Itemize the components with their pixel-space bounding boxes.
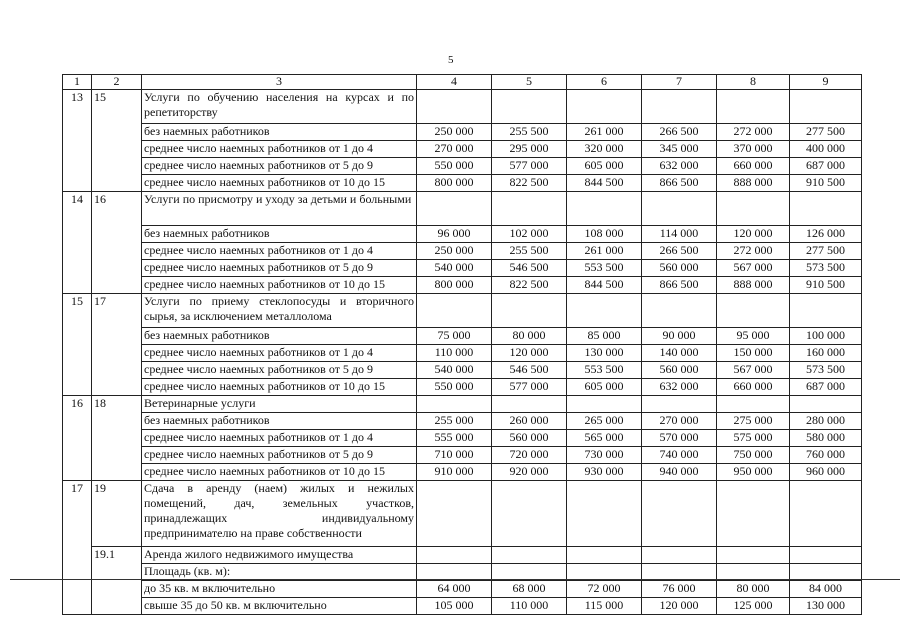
value-cell: 660 000 [717, 158, 790, 175]
value-cell: 84 000 [790, 581, 862, 598]
value-cell: 120 000 [642, 598, 717, 615]
value-cell: 126 000 [790, 226, 862, 243]
service-title: Услуги по присмотру и уходу за детьми и больными [142, 192, 417, 226]
value-cell: 68 000 [492, 581, 567, 598]
empty-cell [790, 192, 862, 226]
value-cell: 120 000 [717, 226, 790, 243]
row-label: среднее число наемных работников от 10 до 15 [142, 464, 417, 481]
value-cell: 888 000 [717, 175, 790, 192]
row-label: среднее число наемных работников от 5 до 9 [142, 158, 417, 175]
service-code: 16 [92, 192, 142, 294]
empty-cell [717, 396, 790, 413]
empty-cell [717, 294, 790, 328]
empty-cell [492, 396, 567, 413]
empty-cell [642, 481, 717, 547]
value-cell: 255 500 [492, 124, 567, 141]
row-label: среднее число наемных работников от 1 до 4 [142, 430, 417, 447]
value-cell: 580 000 [790, 430, 862, 447]
empty-cell [717, 564, 790, 581]
value-cell: 560 000 [492, 430, 567, 447]
value-cell: 115 000 [567, 598, 642, 615]
empty-cell [717, 547, 790, 564]
empty-cell [492, 294, 567, 328]
table-row [63, 243, 862, 260]
value-cell: 96 000 [417, 226, 492, 243]
value-cell: 250 000 [417, 124, 492, 141]
value-cell: 265 000 [567, 413, 642, 430]
table-row [63, 328, 862, 345]
value-cell: 910 500 [790, 175, 862, 192]
value-cell: 920 000 [492, 464, 567, 481]
value-cell: 565 000 [567, 430, 642, 447]
value-cell: 822 500 [492, 175, 567, 192]
column-header: 3 [142, 75, 417, 90]
value-cell: 605 000 [567, 158, 642, 175]
subsection-code: 19.1 [92, 547, 142, 615]
value-cell: 910 500 [790, 277, 862, 294]
service-title: Услуги по обучению населения на курсах и по репетиторству [142, 90, 417, 124]
value-cell: 573 500 [790, 362, 862, 379]
empty-cell [642, 547, 717, 564]
value-cell: 632 000 [642, 158, 717, 175]
value-cell: 632 000 [642, 379, 717, 396]
empty-cell [567, 396, 642, 413]
section-title-row [63, 90, 862, 124]
value-cell: 740 000 [642, 447, 717, 464]
value-cell: 105 000 [417, 598, 492, 615]
value-cell: 266 500 [642, 124, 717, 141]
value-cell: 930 000 [567, 464, 642, 481]
service-code: 19 [92, 481, 142, 547]
value-cell: 270 000 [642, 413, 717, 430]
value-cell: 76 000 [642, 581, 717, 598]
row-number: 15 [63, 294, 92, 396]
empty-cell [642, 396, 717, 413]
table-row [63, 447, 862, 464]
value-cell: 275 000 [717, 413, 790, 430]
value-cell: 750 000 [717, 447, 790, 464]
empty-cell [790, 481, 862, 547]
section-title-row [63, 192, 862, 226]
row-label: свыше 35 до 50 кв. м включительно [142, 598, 417, 615]
table-row [63, 430, 862, 447]
value-cell: 560 000 [642, 260, 717, 277]
value-cell: 110 000 [492, 598, 567, 615]
service-title: Услуги по приему стеклопосуды и вторичного сырья, за исключением металлолома [142, 294, 417, 328]
value-cell: 760 000 [790, 447, 862, 464]
value-cell: 550 000 [417, 158, 492, 175]
value-cell: 605 000 [567, 379, 642, 396]
value-cell: 110 000 [417, 345, 492, 362]
empty-cell [492, 547, 567, 564]
value-cell: 844 500 [567, 277, 642, 294]
table-row [63, 260, 862, 277]
area-label-row [63, 564, 862, 581]
value-cell: 95 000 [717, 328, 790, 345]
row-label: среднее число наемных работников от 1 до 4 [142, 243, 417, 260]
value-cell: 550 000 [417, 379, 492, 396]
empty-cell [790, 396, 862, 413]
table-row [63, 277, 862, 294]
empty-cell [717, 481, 790, 547]
value-cell: 270 000 [417, 141, 492, 158]
empty-cell [642, 564, 717, 581]
value-cell: 546 500 [492, 260, 567, 277]
row-label: среднее число наемных работников от 5 до 9 [142, 260, 417, 277]
value-cell: 560 000 [642, 362, 717, 379]
value-cell: 866 500 [642, 277, 717, 294]
empty-cell [567, 547, 642, 564]
value-cell: 75 000 [417, 328, 492, 345]
value-cell: 120 000 [492, 345, 567, 362]
empty-cell [417, 192, 492, 226]
value-cell: 80 000 [717, 581, 790, 598]
value-cell: 277 500 [790, 124, 862, 141]
column-header: 1 [63, 75, 92, 90]
area-label: Площадь (кв. м): [142, 564, 417, 581]
empty-cell [492, 564, 567, 581]
overlay-line [10, 579, 900, 580]
row-number: 16 [63, 396, 92, 481]
value-cell: 567 000 [717, 260, 790, 277]
column-header: 6 [567, 75, 642, 90]
empty-cell [417, 481, 492, 547]
value-cell: 910 000 [417, 464, 492, 481]
value-cell: 400 000 [790, 141, 862, 158]
row-label: среднее число наемных работников от 5 до 9 [142, 447, 417, 464]
value-cell: 102 000 [492, 226, 567, 243]
column-header: 5 [492, 75, 567, 90]
service-code: 17 [92, 294, 142, 396]
section-title-row [63, 396, 862, 413]
row-label: среднее число наемных работников от 10 до 15 [142, 175, 417, 192]
empty-cell [567, 192, 642, 226]
value-cell: 266 500 [642, 243, 717, 260]
value-cell: 370 000 [717, 141, 790, 158]
table-row [63, 598, 862, 615]
value-cell: 687 000 [790, 158, 862, 175]
empty-cell [717, 90, 790, 124]
service-code: 15 [92, 90, 142, 192]
value-cell: 546 500 [492, 362, 567, 379]
value-cell: 90 000 [642, 328, 717, 345]
empty-cell [642, 192, 717, 226]
table-row [63, 226, 862, 243]
value-cell: 140 000 [642, 345, 717, 362]
empty-cell [567, 294, 642, 328]
value-cell: 261 000 [567, 243, 642, 260]
value-cell: 888 000 [717, 277, 790, 294]
empty-cell [492, 90, 567, 124]
value-cell: 950 000 [717, 464, 790, 481]
row-label: до 35 кв. м включительно [142, 581, 417, 598]
value-cell: 960 000 [790, 464, 862, 481]
value-cell: 277 500 [790, 243, 862, 260]
empty-cell [417, 547, 492, 564]
value-cell: 710 000 [417, 447, 492, 464]
subsection-row [63, 547, 862, 564]
column-header: 2 [92, 75, 142, 90]
table-row [63, 379, 862, 396]
row-label: среднее число наемных работников от 1 до 4 [142, 141, 417, 158]
value-cell: 130 000 [567, 345, 642, 362]
value-cell: 260 000 [492, 413, 567, 430]
value-cell: 567 000 [717, 362, 790, 379]
service-code: 18 [92, 396, 142, 481]
value-cell: 866 500 [642, 175, 717, 192]
table-row [63, 158, 862, 175]
value-cell: 130 000 [790, 598, 862, 615]
section-title-row [63, 481, 862, 547]
value-cell: 555 000 [417, 430, 492, 447]
value-cell: 553 500 [567, 260, 642, 277]
value-cell: 85 000 [567, 328, 642, 345]
empty-cell [417, 90, 492, 124]
value-cell: 100 000 [790, 328, 862, 345]
value-cell: 660 000 [717, 379, 790, 396]
empty-cell [790, 90, 862, 124]
value-cell: 160 000 [790, 345, 862, 362]
value-cell: 940 000 [642, 464, 717, 481]
row-label: без наемных работников [142, 226, 417, 243]
table-row [63, 175, 862, 192]
page-number: 5 [448, 54, 454, 66]
value-cell: 255 500 [492, 243, 567, 260]
value-cell: 730 000 [567, 447, 642, 464]
value-cell: 687 000 [790, 379, 862, 396]
column-header: 4 [417, 75, 492, 90]
empty-cell [567, 90, 642, 124]
tariff-table [62, 74, 862, 615]
header-row [63, 75, 862, 90]
empty-cell [790, 547, 862, 564]
value-cell: 272 000 [717, 124, 790, 141]
section-title-row [63, 294, 862, 328]
row-number: 17 [63, 481, 92, 615]
empty-cell [492, 192, 567, 226]
value-cell: 295 000 [492, 141, 567, 158]
row-label: без наемных работников [142, 328, 417, 345]
row-number: 13 [63, 90, 92, 192]
row-label: среднее число наемных работников от 5 до 9 [142, 362, 417, 379]
value-cell: 540 000 [417, 362, 492, 379]
empty-cell [642, 294, 717, 328]
value-cell: 553 500 [567, 362, 642, 379]
value-cell: 150 000 [717, 345, 790, 362]
value-cell: 114 000 [642, 226, 717, 243]
empty-cell [567, 481, 642, 547]
empty-cell [417, 294, 492, 328]
empty-cell [642, 90, 717, 124]
table-row [63, 362, 862, 379]
table-row [63, 141, 862, 158]
value-cell: 108 000 [567, 226, 642, 243]
value-cell: 570 000 [642, 430, 717, 447]
value-cell: 844 500 [567, 175, 642, 192]
value-cell: 800 000 [417, 277, 492, 294]
value-cell: 577 000 [492, 158, 567, 175]
value-cell: 250 000 [417, 243, 492, 260]
value-cell: 345 000 [642, 141, 717, 158]
column-header: 7 [642, 75, 717, 90]
value-cell: 80 000 [492, 328, 567, 345]
value-cell: 720 000 [492, 447, 567, 464]
service-title: Сдача в аренду (наем) жилых и нежилых помещений, дач, земельных участков, принадлежащих индивидуальному предпринимателю на праве собственности [142, 481, 417, 547]
row-label: без наемных работников [142, 124, 417, 141]
value-cell: 280 000 [790, 413, 862, 430]
value-cell: 320 000 [567, 141, 642, 158]
value-cell: 800 000 [417, 175, 492, 192]
value-cell: 540 000 [417, 260, 492, 277]
empty-cell [717, 192, 790, 226]
empty-cell [790, 564, 862, 581]
subsection-title: Аренда жилого недвижимого имущества [142, 547, 417, 564]
value-cell: 261 000 [567, 124, 642, 141]
row-label: среднее число наемных работников от 10 до 15 [142, 277, 417, 294]
empty-cell [790, 294, 862, 328]
value-cell: 822 500 [492, 277, 567, 294]
table-row [63, 581, 862, 598]
table-row [63, 124, 862, 141]
row-label: среднее число наемных работников от 10 до 15 [142, 379, 417, 396]
value-cell: 272 000 [717, 243, 790, 260]
empty-cell [417, 564, 492, 581]
value-cell: 573 500 [790, 260, 862, 277]
table-row [63, 413, 862, 430]
row-label: среднее число наемных работников от 1 до 4 [142, 345, 417, 362]
service-title: Ветеринарные услуги [142, 396, 417, 413]
row-number: 14 [63, 192, 92, 294]
row-label: без наемных работников [142, 413, 417, 430]
table-row [63, 464, 862, 481]
value-cell: 577 000 [492, 379, 567, 396]
empty-cell [417, 396, 492, 413]
table-row [63, 345, 862, 362]
value-cell: 72 000 [567, 581, 642, 598]
column-header: 9 [790, 75, 862, 90]
empty-cell [567, 564, 642, 581]
value-cell: 575 000 [717, 430, 790, 447]
empty-cell [492, 481, 567, 547]
value-cell: 125 000 [717, 598, 790, 615]
column-header: 8 [717, 75, 790, 90]
value-cell: 64 000 [417, 581, 492, 598]
value-cell: 255 000 [417, 413, 492, 430]
